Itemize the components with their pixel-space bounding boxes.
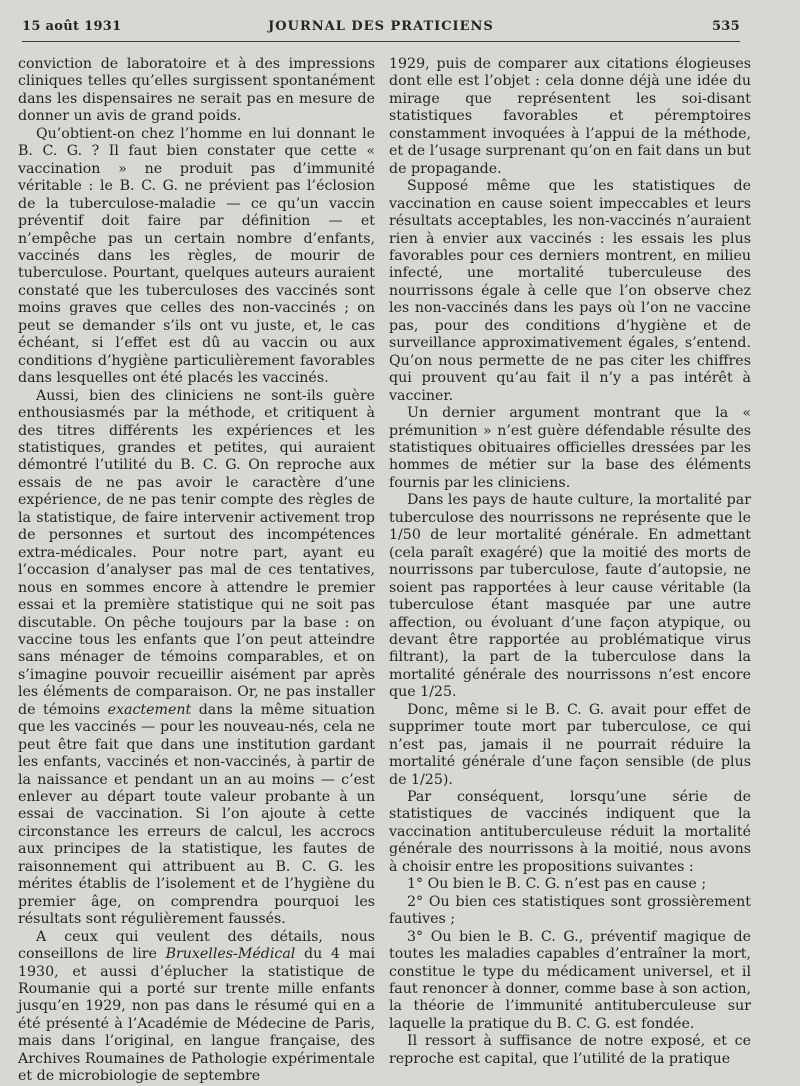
list-item: 3° Ou bien le B. C. G., préventif magique de toutes les maladies capables d’entraîner la mort, constitue le type du médicament universel, et il faut renoncer à donner, comme base à son action, la théorie de l’immunité antituberculeuse sur laquelle la pratique du B. C. G. est fondée. xyxy=(389,928,751,1032)
paragraph: 1929, puis de comparer aux citations élogieuses dont elle est l’objet : cela donne déjà une idée du mirage que représentent les soi-disant statistiques favorables et péremptoires constamment invoquées à l’appui de la méthode, et de l’usage surprenant qu’on en fait dans un but de propagande. xyxy=(389,56,751,177)
paragraph: Dans les pays de haute culture, la mortalité par tuberculose des nourrissons ne représente que le 1/50 de leur mortalité générale. En admettant (cela paraît exagéré) que la moitié des morts de nourrissons par tuberculose, faute d’autopsie, ne soient pas rapportées à leur cause véritable (la tuberculose étant masquée par une autre affection, ou évoluant d’une façon atypique, ou devant être rapportée au problématique virus filtrant), la part de la tuberculose dans la mortalité générale des nourrissons n’est encore que 1/25. xyxy=(389,492,751,701)
paragraph: conviction de laboratoire et à des impressions cliniques telles qu’elles surgissent spontanément dans les dispensaires ne serait pas en mesure de donner un avis de grand poids. xyxy=(18,56,375,125)
paragraph-text: du 4 mai 1930, et aussi d’éplucher la statistique de Roumanie qui a porté sur trente mille enfants jusqu’en 1929, non pas dans le résumé qui en a été présenté à l’Académie de Médecine de Paris, mais dans l’original, en langue française, des Archives Roumaines de Pathologie expérimentale et de microbiologie de septembre xyxy=(18,946,375,1085)
paragraph-text: dans la même situation que les vaccinés — pour les nouveau-nés, cela ne peut être fait que dans une institution gardant les enfants, vaccinés et non-vaccinés, à partir de la naissance et pendant un an au moins — c’est enlever au départ toute valeur probante à un essai de vaccination. Si l’on ajoute à cette circonstance les erreurs de calcul, les accrocs aux principes de la statistique, les fautes de raisonnement qui attribuent au B. C. G. les mérites établis de l’isolement et de l’hygiène du premier âge, on comprendra pourquoi les résultats sont régulièrement faussés. xyxy=(18,701,375,928)
paragraph: Par conséquent, lorsqu’une série de statistiques de vaccinés indiquent que la vaccination antituberculeuse réduit la mortalité générale des nourrissons à la moitié, nous avons à choisir entre les propositions suivantes : xyxy=(389,789,751,875)
header-page-number: 535 xyxy=(711,19,740,34)
header-journal-title: JOURNAL DES PRATICIENS xyxy=(268,19,494,34)
paragraph: Supposé même que les statistiques de vaccination en cause soient impeccables et leurs résultats acceptables, les non-vaccinés n’auraient rien à envier aux vaccinés : les essais les plus favorables pour ces derniers montrent, en milieu infecté, une mortalité tuberculeuse des nourrissons égale à celle que l’on observe chez les non-vaccinés dans les pays où l’on ne vaccine pas, pour des conditions d’hygiène et de surveillance approximativement égales, s’entend. Qu’on nous permette de ne pas citer les chiffres qui prouvent qu’au fait il n’y a pas intérêt à vacciner. xyxy=(389,178,751,404)
emphasized-title: Bruxelles-Médical xyxy=(165,946,296,963)
paragraph xyxy=(18,388,375,929)
paragraph-text: Aussi, bien des cliniciens ne sont-ils guère enthousiasmés par la méthode, et critiquent à des titres différents les expériences et les statistiques, grandes et petites, qui auraient démontré l’utilité du B. C. G. On reproche aux essais de ne pas avoir le caractère d’une expérience, de ne pas tenir compte des règles de la statistique, de faire intervenir activement trop de personnes et surtout des incompétences extra-médicales. Pour notre part, ayant eu l’occasion d’analyser pas mal de ces tentatives, nous en sommes encore à attendre le premier essai et la première statistique qui ne soit pas discutable. On pêche toujours par la base : on vaccine tous les enfants que l’on peut atteindre sans ménager de témoins comparables, et on s’imagine pouvoir recueillir aisément par après les éléments de comparaison. Or, ne pas installer de témoins xyxy=(18,387,375,718)
emphasized-word: exactement xyxy=(107,701,192,718)
list-item: 2° Ou bien ces statistiques sont grossièrement fautives ; xyxy=(389,893,751,928)
paragraph xyxy=(18,929,375,1086)
header-date: 15 août 1931 xyxy=(22,19,122,34)
running-header xyxy=(22,19,740,41)
paragraph: Un dernier argument montrant que la « prémunition » n’est guère défendable résulte des statistiques obituaires officielles dressées par les hommes de métier sur la base des éléments fournis par les cliniciens. xyxy=(389,405,751,491)
right-column xyxy=(389,56,751,1068)
paragraph-text: A ceux qui veulent des détails, nous conseillons de lire xyxy=(18,928,375,963)
paragraph: Qu’obtient-on chez l’homme en lui donnant le B. C. G. ? Il faut bien constater que cette « vaccination » ne produit pas d’immunité véritable : le B. C. G. ne prévient pas l’éclosion de la tuberculose-maladie — ce qu’un vaccin préventif doit faire par définition — et n’empêche pas un certain nombre d’enfants, vaccinés dans les règles, de mourir de tuberculose. Pourtant, quelques auteurs auraient constaté que les tuberculoses des vaccinés sont moins graves que celles des non-vaccinés ; on peut se demander s’ils ont vu juste, et, le cas échéant, si l’effet est dû au vaccin ou aux conditions d’hygiène particulièrement favorables dans lesquelles ont été placés les vaccinés. xyxy=(18,125,375,387)
header-rule xyxy=(22,41,740,42)
list-item: 1° Ou bien le B. C. G. n’est pas en cause ; xyxy=(407,876,707,893)
paragraph: Il ressort à suffisance de notre exposé, et ce reproche est capital, que l’utilité de la pratique xyxy=(389,1033,751,1067)
left-column xyxy=(18,56,375,1086)
paragraph: Donc, même si le B. C. G. avait pour effet de supprimer toute mort par tuberculose, ce qui n’est pas, jamais il ne pourrait réduire la mortalité générale d’une façon sensible (de plus de 1/25). xyxy=(389,701,751,788)
